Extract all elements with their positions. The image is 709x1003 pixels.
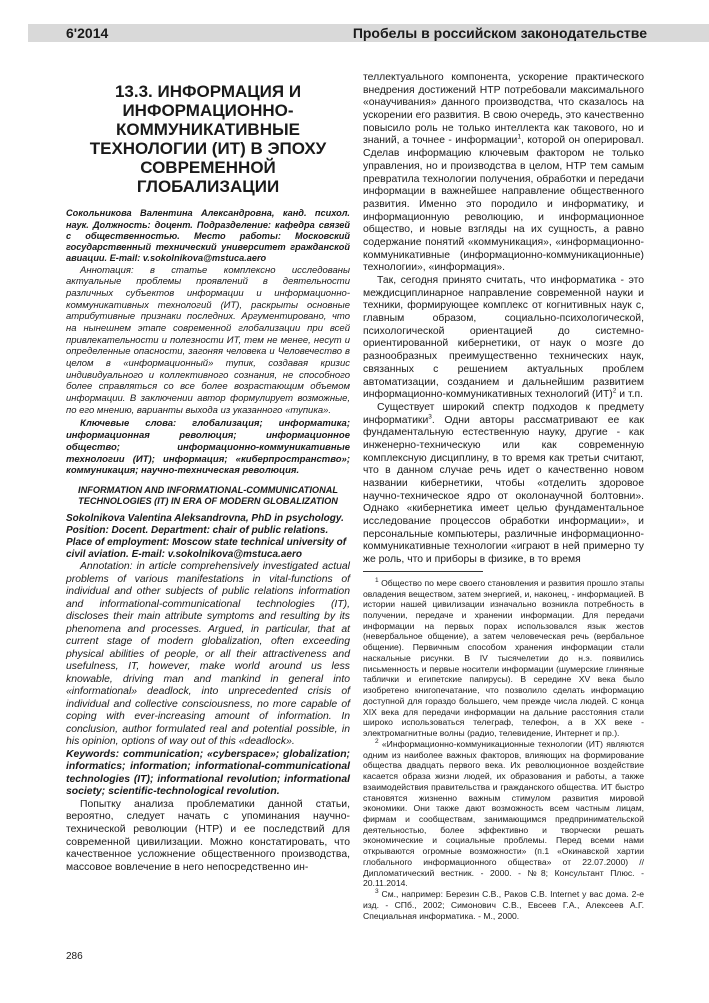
body-text: теллектуального компонента, ускорение практического внедрения достижений НТР потребовали максимального «онаучивания» данного производства, что сказалось на ускорении его развития. В свою очередь, это качественно повысило роль не только интеллекта как такового, но и знаний, а точнее - информации xyxy=(363,72,644,147)
author-info-ru: Сокольникова Валентина Александровна, канд. психол. наук. Должность: доцент. Подразделение: кафедра связей с общественностью. Место работы: Московский государственный технический университет гражданской авиации. E-mail: v.sokolnikova@mstuca.aero xyxy=(66,208,350,264)
body-text: Существует широкий спектр подходов к предмету информатики xyxy=(363,401,644,426)
footnote-text: См., например: Березин С.В., Раков С.В. Internet у вас дома. 2-е изд. - СПб., 2002; Симонович С.В., Евсеев Г.А., Алексеев А.Г. Специальная информатика. - М., 2000. xyxy=(363,889,645,921)
footnote-mark: 3 xyxy=(375,888,379,896)
article-title: 13.3. ИНФОРМАЦИЯ И ИНФОРМАЦИОННО-КОММУНИКАТИВНЫЕ ТЕХНОЛОГИИ (ИТ) В ЭПОХУ СОВРЕМЕННОЙ ГЛОБАЛИЗАЦИИ xyxy=(89,82,327,197)
footnote-3 xyxy=(363,889,644,921)
body-paragraph-intro: Попытку анализа проблематики данной статьи, вероятно, следует начать с упоминания научно-технической революции (НТР) и ее последствий для современной цивилизации. Можно констатировать, что качественное усложнение общественного производства, массовое вовлечение в него непосредственно ин- xyxy=(66,798,350,874)
body-paragraph-2 xyxy=(363,275,644,402)
footnote-separator xyxy=(363,571,483,572)
body-text: . Одни авторы рассматривают ее как фундаментальную естественную науку, другие - как инженерно-техническую или как современную комплексную дисциплину, в то время как третьи считают, что в данном случае речь идет о качественно новом названии кибернетики, чтобы «отделить здоровое научно-техническое ядро от околонаучной болтовни». Однако «кибернетика имеет целью фундаментальное исследование процессов обработки информации», и персональные компьютеры, различные информационно-коммуникативные технологии «играют в ней примерно ту же роль, что и приборы в физике, в то время xyxy=(363,414,644,566)
body-paragraph-3 xyxy=(363,402,644,567)
left-column xyxy=(66,72,350,875)
article-title-en: INFORMATION AND INFORMATIONAL-COMMUNICATIONAL TECHNOLOGIES (IT) IN ERA OF MODERN GLOBALIZATION xyxy=(78,484,338,507)
body-text: , которой он оперировал. Сделав информацию ключевым фактором не только управления, но и производства в целом, НТР тем самым превратила технологии получения, обработки и передачи информации в важнейшее направление общественного развития. Именно это породило и информатику, и информационную революцию, и информационное общество, и новые взгляды на их сущность, а равно содержание понятий «коммуникация», «информационно-коммуникативные (информационно-коммуникационные) технологии», «информация». xyxy=(363,135,644,274)
body-paragraph-1 xyxy=(363,72,644,275)
keywords-ru: Ключевые слова: глобализация; информатика; информационная революция; информационное общество; информационно-коммуникативные технологии (ИТ); информация; «киберпространство»; коммуникация; научно-техническая революция. xyxy=(66,418,350,477)
issue-number: 6'2014 xyxy=(66,25,109,41)
author-info-en: Sokolnikova Valentina Aleksandrovna, PhD in psychology. Position: Docent. Department: chair of public relations. Place of employment: Moscow state technical university of civil aviation. E-mail: v.sokolnikova@mstuca.aero xyxy=(66,513,347,561)
keywords-en: Keywords: communication; «cyberspace»; globalization; informatics; information; informational-communicational technologies (IT); informational revolution; informational society; scientific-technological revolution. xyxy=(66,748,350,798)
right-column xyxy=(363,72,644,921)
footnote-ref-1: 1 xyxy=(517,133,521,141)
footnote-1 xyxy=(363,578,644,739)
journal-title: Пробелы в российском законодательстве xyxy=(352,25,647,41)
abstract-en: Annotation: in article comprehensively investigated actual problems of various manifestations in vital-functions of individual and other subjects of public relations information and informational-communicational technologies (IT), discloses their main attribute symptoms and resulting by its phenomena and processes. Argued, in particular, that at current stage of modern globalization, often exceeding physical abilities of people, or all their attractiveness and usefulness, IT, however, make world around us less knowable, driving man and mankind in general into «informational» deadlock, into unprecedented crisis of individual and collective consciousness, no more capable of coping with ever-increasing amount of information. In conclusion, author formulated real and potential possible, in his opinion, options of way out of this «deadlock». xyxy=(66,561,350,748)
footnote-2 xyxy=(363,739,644,889)
body-text: и т.п. xyxy=(616,389,643,401)
footnote-mark: 1 xyxy=(375,576,379,584)
footnote-mark: 2 xyxy=(375,737,379,745)
footnote-text: «Информационно-коммуникационные технологии (ИТ) являются одним из наиболее важных факторов, влияющих на формирование общества двадцать первого века. Их революционное воздействие касается образа жизни людей, их образования и работы, а также взаимодействия правительства и гражданского общества. ИТ быстро становятся жизненно важным стимулом развития мировой экономики. Они также дают возможность всем частным лицам, фирмам и сообществам, занимающимся предпринимательской деятельностью, более эффективно и творчески решать экономические и социальные проблемы. Перед всеми нами открываются огромные возможности» (п.1 «Окинавской хартии глобального информационного общества» от 22.07.2000) //Дипломатический вестник. - 2000. - №8; Консультант Плюс. - 20.11.2014. xyxy=(363,738,645,889)
abstract-ru: Аннотация: в статье комплексно исследованы актуальные проблемы проявлений в деятельности различных субъектов информации и информационно-коммуникативных технологий (ИТ), раскрыты основные атрибутивные признаки последних. Аргументировано, что на нынешнем этапе современной глобализации при всей привлекательности и полезности ИТ, тем не менее, несут и определенные опасности, загоняя человека и Человечество в целом в «информационный» тупик, создавая кризис индивидуального и коллективного сознания, не способного более справляться со все более возрастающим объемом информации. В заключении автор формулирует возможные, по его мнению, варианты выхода из указанного «тупика». xyxy=(66,264,350,416)
footnote-ref-2: 2 xyxy=(612,387,617,395)
footnote-text: Общество по мере своего становления и развития прошло этапы овладения веществом, затем энергией, и, наконец, - информацией. В истории нашей цивилизации изначально возникла потребность в получении, передаче и хранении информации. Для передачи информации на первых порах использовался язык жестов (невербальное общение), а затем человеческая речь (вербальное общение). Первичным способом хранения информации стали наскальные рисунки. В IV тысячелетии до н.э. появились письменность и первые носители информации (шумерские глиняные таблички и египетские папирусы). В середине XV века было изобретено книгопечатание, что позволило сделать информацию доступной для гораздо большего, чем прежде числа людей. С конца XIX века для передачи информации на дальние расстояния стали широко использоваться телеграф, телефон, а в XX веке - электромагнитные волны (радио, телевидение, Интернет и пр.). xyxy=(363,577,645,739)
page-number: 286 xyxy=(66,951,83,962)
footnote-ref-3: 3 xyxy=(428,413,432,421)
body-text: Так, сегодня принято считать, что информатика - это междисциплинарное направление современной науки и техники, формирующее комплекс от когнитивных наук с, главным образом, социально-психологической, психологической ориентацией до системно-ориентированной кибернетики, от наук о мозге до разнообразных преимущественно технических наук, связанных с решением актуальных проблем автоматизации, созданием и дальнейшим развитием информационно-коммуникативных технологий (ИТ) xyxy=(363,275,644,401)
